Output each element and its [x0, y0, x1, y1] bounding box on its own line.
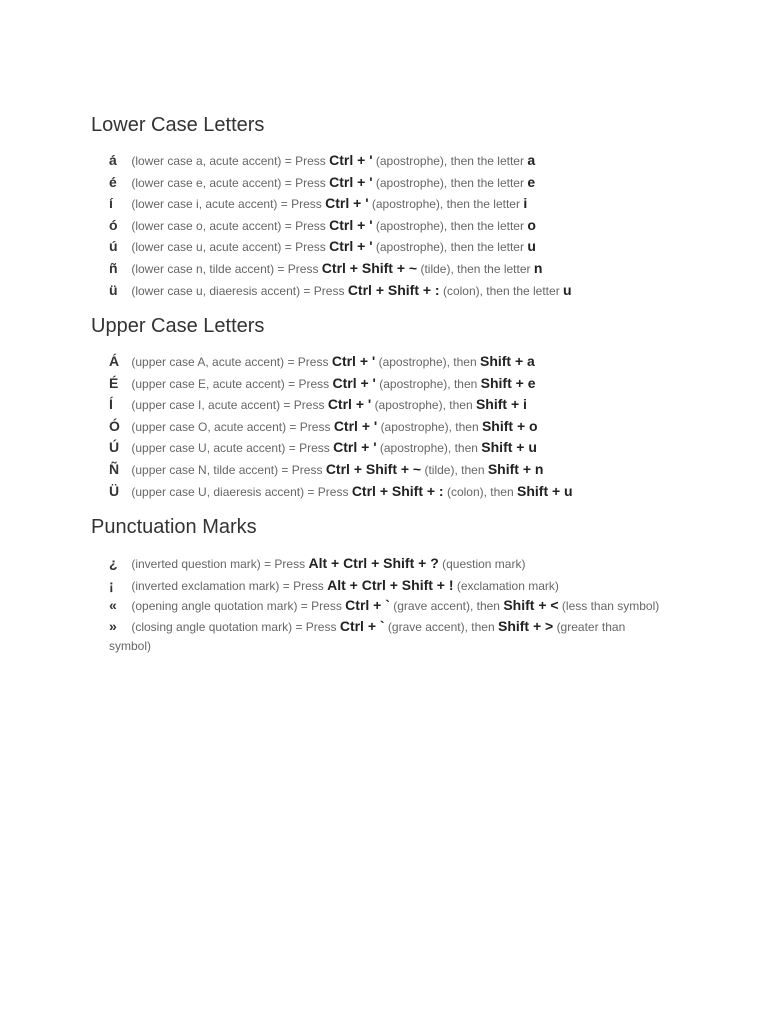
key-combo-second: Shift + n: [487, 460, 544, 477]
description: (upper case O, acute accent): [131, 419, 287, 434]
key-combo-second: Shift + o: [481, 417, 538, 434]
description: (upper case N, tilde accent): [131, 462, 279, 477]
character: Á: [109, 353, 120, 369]
list-item: ó (lower case o, acute accent) = Press Ctrl + ' (apostrophe), then the letter o: [109, 215, 669, 237]
character: é: [109, 173, 117, 190]
character: Ü: [109, 482, 120, 499]
character: ñ: [109, 259, 118, 276]
description: (upper case I, acute accent): [131, 398, 281, 413]
key-combo-second: n: [533, 259, 543, 276]
list-item: Í (upper case I, acute accent) = Press Ctrl + ' (apostrophe), then Shift + i: [109, 394, 669, 416]
key-combo-second: a: [527, 152, 536, 168]
key-combo: Ctrl + Shift + :: [347, 281, 440, 298]
key-hint: (exclamation mark): [456, 578, 559, 593]
key-combo: Ctrl + Shift + ~: [321, 259, 418, 276]
description: (closing angle quotation mark): [131, 620, 293, 635]
key-combo: Ctrl + ': [325, 195, 369, 212]
key-hint: (apostrophe), then the letter: [375, 240, 524, 255]
character: ¡: [109, 576, 114, 593]
key-hint: (colon), then the letter: [442, 283, 560, 298]
key-combo: Ctrl + ': [329, 152, 373, 168]
key-combo: Alt + Ctrl + Shift + ?: [308, 555, 439, 571]
key-hint: (tilde), then: [424, 462, 485, 477]
description: (lower case n, tilde accent): [131, 261, 275, 276]
key-combo: Alt + Ctrl + Shift + !: [327, 576, 454, 593]
key-combo-second: Shift + i: [475, 396, 527, 413]
description: (upper case E, acute accent): [131, 376, 285, 391]
press-label: Press: [295, 175, 326, 190]
key-combo: Ctrl + ': [327, 396, 372, 413]
key-hint: (apostrophe), then: [374, 398, 473, 413]
description: (lower case u, acute accent): [131, 240, 282, 255]
list-item: « (opening angle quotation mark) = Press Ctrl + ` (grave accent), then Shift + < (less than symbol): [109, 597, 660, 614]
key-combo: Ctrl + `: [345, 597, 390, 614]
key-combo-second: o: [527, 216, 536, 233]
press-label: Press: [293, 398, 325, 413]
character: «: [109, 597, 117, 614]
character: »: [109, 618, 117, 635]
press-label: Press: [295, 240, 326, 255]
press-label: Press: [297, 355, 329, 369]
description: (lower case e, acute accent): [131, 175, 282, 190]
list-item: Á (upper case A, acute accent) = Press Ctrl + ' (apostrophe), then Shift + a: [109, 351, 669, 373]
description: (lower case o, acute accent): [131, 218, 282, 233]
list-item: ¡ (inverted exclamation mark) = Press Alt + Ctrl + Shift + ! (exclamation mark): [109, 575, 669, 597]
description: (lower case a, acute accent): [131, 154, 282, 168]
key-combo-second: Shift + u: [481, 439, 537, 456]
list-item: É (upper case E, acute accent) = Press Ctrl + ' (apostrophe), then Shift + e: [109, 373, 669, 395]
press-label: Press: [299, 441, 330, 456]
key-combo: Ctrl + Shift + :: [351, 482, 444, 499]
list-item: Ó (upper case O, acute accent) = Press Ctrl + ' (apostrophe), then Shift + o: [109, 416, 669, 438]
key-combo: Ctrl + Shift + ~: [325, 460, 422, 477]
character: ú: [109, 238, 118, 255]
list-item: ¿ (inverted question mark) = Press Alt + Ctrl + Shift + ? (question mark): [109, 553, 669, 575]
character: ü: [109, 281, 118, 298]
character: Í: [109, 396, 113, 413]
character: í: [109, 195, 113, 212]
list-item: í (lower case i, acute accent) = Press Ctrl + ' (apostrophe), then the letter i: [109, 193, 669, 215]
key-hint: (grave accent), then: [393, 599, 500, 614]
description: (inverted question mark): [131, 557, 261, 571]
description: (inverted exclamation mark): [131, 578, 280, 593]
key-hint-second: (greater than symbol): [109, 620, 626, 654]
press-label: Press: [295, 154, 326, 168]
list-item: ú (lower case u, acute accent) = Press Ctrl + ' (apostrophe), then the letter u: [109, 236, 669, 258]
key-combo: Ctrl + ': [329, 216, 373, 233]
description: (lower case u, diaeresis accent): [131, 283, 301, 298]
key-combo: Ctrl + ': [329, 173, 373, 190]
key-combo-second: u: [563, 281, 572, 298]
description: (upper case A, acute accent): [131, 355, 285, 369]
key-hint: (apostrophe), then: [380, 419, 479, 434]
key-hint-second: (less than symbol): [561, 599, 660, 614]
list-item: á (lower case a, acute accent) = Press Ctrl + ' (apostrophe), then the letter a: [109, 150, 669, 172]
key-combo-second: Shift + e: [480, 374, 536, 391]
description: (upper case U, acute accent): [131, 441, 286, 456]
key-hint: (apostrophe), then: [379, 441, 478, 456]
key-hint: (apostrophe), then the letter: [375, 154, 524, 168]
description: (upper case U, diaeresis accent): [131, 484, 305, 499]
press-label: Press: [291, 197, 322, 212]
press-label: Press: [287, 261, 319, 276]
key-combo-second: Shift + a: [479, 353, 535, 369]
punctuation-list: [109, 553, 669, 657]
lower-case-list: [109, 150, 669, 301]
press-label: Press: [311, 599, 342, 614]
key-combo: Ctrl + ': [332, 374, 376, 391]
press-label: Press: [298, 376, 330, 391]
description: (opening angle quotation mark): [131, 599, 298, 614]
key-combo-second: e: [527, 173, 536, 190]
list-item: ñ (lower case n, tilde accent) = Press Ctrl + Shift + ~ (tilde), then the letter n: [109, 258, 669, 280]
key-combo-second: i: [523, 195, 528, 212]
key-combo: Ctrl + ': [331, 353, 376, 369]
key-hint: (apostrophe), then: [379, 376, 478, 391]
key-hint: (apostrophe), then the letter: [371, 197, 520, 212]
list-item: ü (lower case u, diaeresis accent) = Press Ctrl + Shift + : (colon), then the letter u: [109, 280, 669, 302]
list-item: Ñ (upper case N, tilde accent) = Press Ctrl + Shift + ~ (tilde), then Shift + n: [109, 459, 669, 481]
key-combo: Ctrl + ': [333, 417, 378, 434]
press-label: Press: [293, 578, 324, 593]
list-item: Ú (upper case U, acute accent) = Press Ctrl + ' (apostrophe), then Shift + u: [109, 437, 669, 459]
key-combo-second: Shift + <: [503, 597, 559, 614]
press-label: Press: [274, 557, 306, 571]
key-hint: (question mark): [442, 557, 526, 571]
section-title-punctuation: Punctuation Marks: [91, 516, 257, 538]
key-combo: Ctrl + ': [333, 439, 377, 456]
key-hint: (grave accent), then: [387, 620, 495, 635]
character: É: [109, 374, 119, 391]
description: (lower case i, acute accent): [131, 197, 278, 212]
key-hint: (apostrophe), then: [378, 355, 477, 369]
character: Ú: [109, 439, 120, 456]
key-combo-second: Shift + >: [497, 618, 554, 635]
character: ó: [109, 216, 118, 233]
key-hint: (apostrophe), then the letter: [375, 218, 524, 233]
list-item: » (closing angle quotation mark) = Press Ctrl + ` (grave accent), then Shift + > (greater than symbol): [109, 618, 626, 654]
press-label: Press: [305, 620, 337, 635]
character: á: [109, 152, 117, 168]
key-combo-second: u: [527, 238, 536, 255]
character: Ñ: [109, 460, 120, 477]
key-combo: Ctrl + ': [329, 238, 373, 255]
upper-case-list: [109, 351, 669, 502]
press-label: Press: [295, 218, 326, 233]
list-item: Ü (upper case U, diaeresis accent) = Press Ctrl + Shift + : (colon), then Shift + u: [109, 481, 669, 503]
character: ¿: [109, 555, 118, 571]
character: Ó: [109, 417, 120, 434]
key-hint: (apostrophe), then the letter: [375, 175, 524, 190]
press-label: Press: [291, 462, 323, 477]
key-combo: Ctrl + `: [339, 618, 385, 635]
press-label: Press: [317, 484, 349, 499]
press-label: Press: [313, 283, 345, 298]
key-hint: (colon), then: [446, 484, 514, 499]
section-title-lower-case: Lower Case Letters: [91, 114, 265, 136]
section-title-upper-case: Upper Case Letters: [91, 315, 265, 337]
press-label: Press: [299, 419, 331, 434]
key-combo-second: Shift + u: [517, 482, 573, 499]
key-hint: (tilde), then the letter: [420, 261, 531, 276]
list-item: é (lower case e, acute accent) = Press Ctrl + ' (apostrophe), then the letter e: [109, 172, 669, 194]
